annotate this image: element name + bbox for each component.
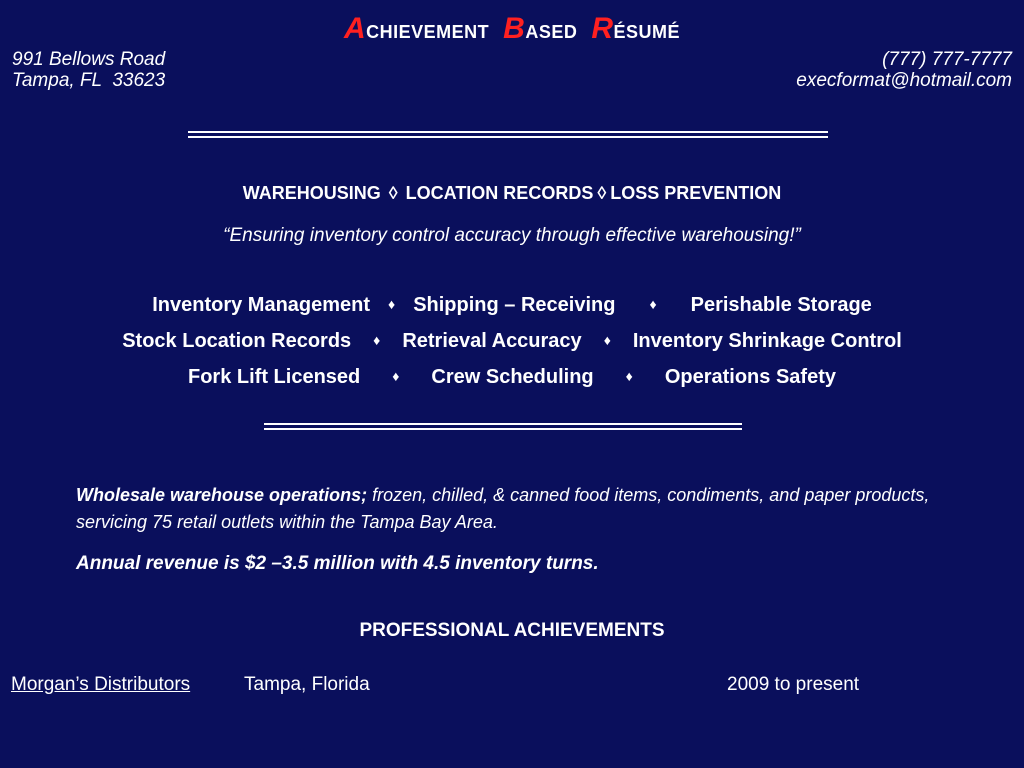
skill-item: Inventory Management: [152, 294, 371, 316]
headline-item-warehousing: WAREHOUSING: [242, 183, 381, 203]
address-block: [12, 49, 165, 91]
title-word-achievement: ACHIEVEMENT: [343, 12, 490, 45]
company-name: Morgan’s Distributors: [11, 674, 191, 695]
skill-item: Retrieval Accuracy: [402, 330, 582, 352]
diamond-outline-icon: ◊: [388, 183, 398, 203]
skill-item: Fork Lift Licensed: [188, 366, 361, 388]
summary-lead: Wholesale warehouse operations;: [76, 485, 368, 505]
skills-row: [0, 330, 1024, 353]
tagline: “Ensuring inventory control accuracy through effective warehousing!”: [223, 225, 801, 246]
email-address: execformat@hotmail.com: [796, 70, 1012, 91]
address-city: Tampa, FL 33623: [12, 70, 166, 91]
job-entry: [11, 674, 190, 696]
section-title: PROFESSIONAL ACHIEVEMENTS: [359, 620, 665, 641]
skill-item: Stock Location Records: [122, 330, 352, 352]
skill-item: Operations Safety: [664, 366, 836, 388]
job-location: Tampa, Florida: [244, 674, 370, 695]
phone-number: (777) 777-7777: [882, 49, 1012, 70]
diamond-bullet-icon: ♦: [625, 368, 633, 384]
job-dates: 2009 to present: [727, 674, 860, 695]
diamond-bullet-icon: ♦: [373, 332, 381, 348]
diamond-bullet-icon: ♦: [392, 368, 400, 384]
headline-item-loss-prevention: LOSS PREVENTION: [610, 183, 782, 203]
skill-item: Shipping – Receiving: [413, 294, 616, 316]
title-word-resume: RÉSUMÉ: [591, 12, 681, 45]
skill-item: Inventory Shrinkage Control: [632, 330, 902, 352]
title-word-based: BASED: [503, 12, 578, 45]
skills-row: [0, 294, 1024, 317]
skills-row: [0, 366, 1024, 389]
address-street: 991 Bellows Road: [12, 49, 166, 70]
headline: [0, 183, 1024, 204]
headline-item-location-records: LOCATION RECORDS: [405, 183, 594, 203]
divider-middle: [264, 423, 742, 430]
revenue-statement: Annual revenue is $2 –3.5 million with 4.5 inventory turns.: [76, 553, 599, 574]
skill-item: Crew Scheduling: [431, 366, 594, 388]
diamond-outline-icon: ◊: [597, 183, 607, 203]
skill-item: Perishable Storage: [690, 294, 872, 316]
divider-top: [188, 131, 828, 138]
contact-block: [796, 49, 1012, 91]
diamond-bullet-icon: ♦: [388, 296, 396, 312]
diamond-bullet-icon: ♦: [603, 332, 611, 348]
summary-paragraph: [76, 482, 976, 536]
diamond-bullet-icon: ♦: [649, 296, 657, 312]
summary-body: frozen, chilled, & canned food items, condiments, and paper products, servicing 75 retail outlets within the Tampa Bay Area.: [76, 485, 930, 532]
resume-title: [0, 12, 1024, 46]
